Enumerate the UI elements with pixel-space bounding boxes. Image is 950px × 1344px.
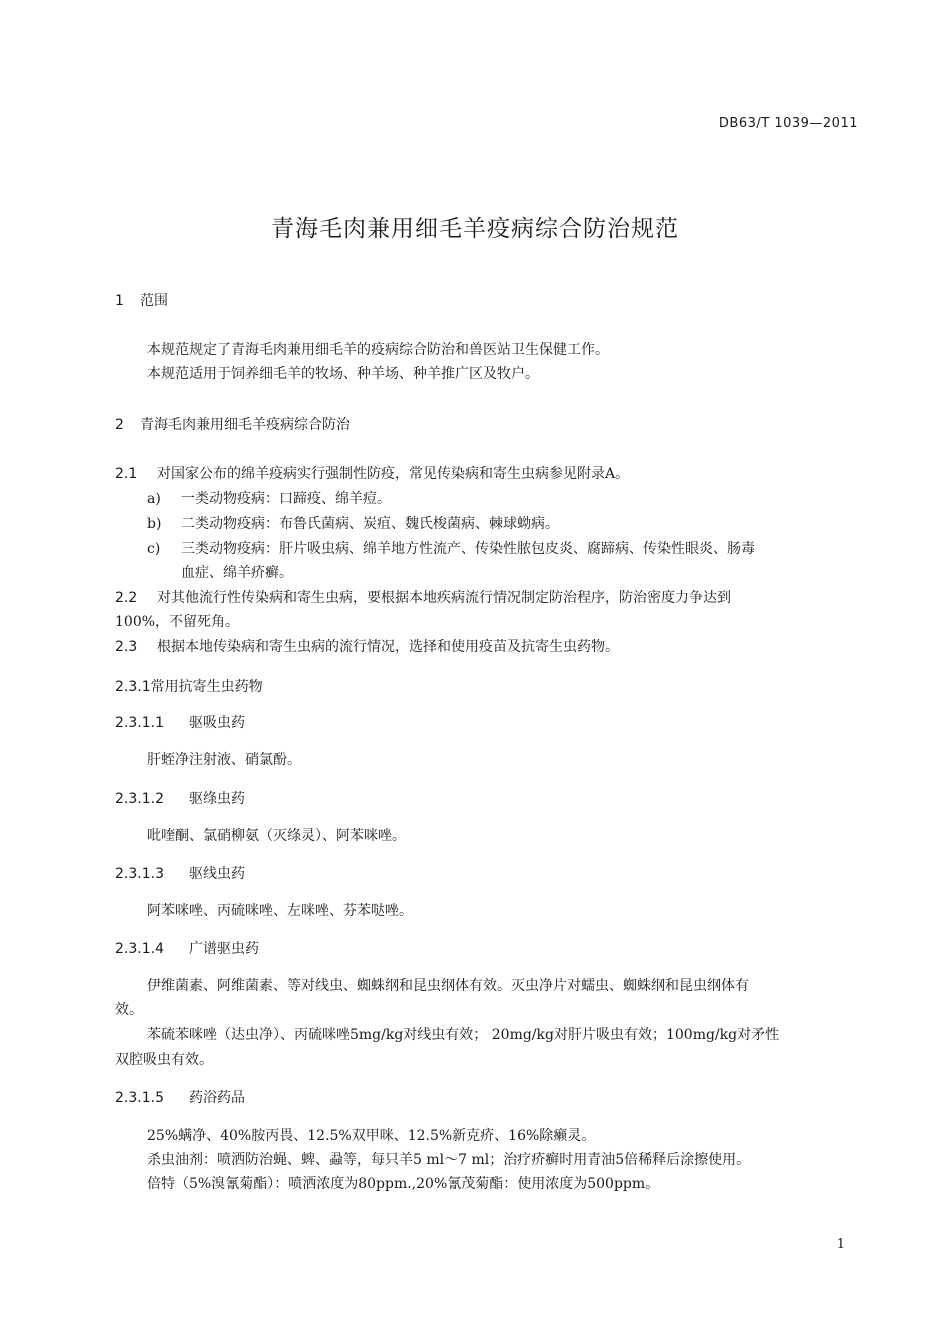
paragraph: 苯硫苯咪唑（达虫净）、丙硫咪唑5mg/kg对线虫有效； 20mg/kg对肝片吸虫有效；100mg/kg对矛性 bbox=[147, 1027, 780, 1043]
list-text-continuation: 血症、绵羊疥癣。 bbox=[181, 565, 293, 581]
subsection-number: 2.3.1.2 bbox=[115, 791, 164, 807]
list-item bbox=[147, 488, 391, 508]
paragraph: 25%螨净、40%胺丙畏、12.5%双甲咪、12.5%新克疥、16%除癞灵。 bbox=[147, 1128, 596, 1144]
list-text: 二类动物疫病：布鲁氏菌病、炭疽、魏氏梭菌病、棘球蚴病。 bbox=[181, 516, 559, 532]
subsection-number: 2.3.1.1 bbox=[115, 715, 164, 731]
list-text: 一类动物疫病：口蹄疫、绵羊痘。 bbox=[181, 491, 391, 507]
paragraph: 本规范适用于饲养细毛羊的牧场、种羊场、种羊推广区及牧户。 bbox=[147, 366, 539, 382]
paragraph: 吡喹酮、氯硝柳氨（灭绦灵）、阿苯咪唑。 bbox=[147, 828, 406, 844]
paragraph-continuation: 双腔吸虫有效。 bbox=[115, 1052, 213, 1068]
list-label: c) bbox=[147, 541, 161, 557]
clause-number: 2.3 bbox=[115, 639, 138, 655]
section-title: 青海毛肉兼用细毛羊疫病综合防治 bbox=[140, 417, 350, 433]
paragraph: 阿苯咪唑、丙硫咪唑、左咪唑、芬苯哒唑。 bbox=[147, 903, 413, 919]
clause-text: 对国家公布的绵羊疫病实行强制性防疫，常见传染病和寄生虫病参见附录A。 bbox=[157, 466, 630, 482]
subsection-title: 广谱驱虫药 bbox=[189, 941, 259, 957]
clause-number: 2.1 bbox=[115, 466, 138, 482]
paragraph: 本规范规定了青海毛肉兼用细毛羊的疫病综合防治和兽医站卫生保健工作。 bbox=[147, 342, 609, 358]
paragraph-continuation: 效。 bbox=[115, 1002, 143, 1018]
section-2-heading bbox=[115, 414, 350, 434]
clause-2-1 bbox=[115, 463, 629, 483]
paragraph: 杀虫油剂：喷洒防治蝇、蜱、蝨等，每只羊5 ml～7 ml；治疗疥癣时用青油5倍稀释后涂擦使用。 bbox=[147, 1152, 751, 1168]
subsection-heading bbox=[115, 788, 245, 808]
subsection-title: 驱吸虫药 bbox=[189, 715, 245, 731]
subsection-number: 2.3.1.5 bbox=[115, 1090, 164, 1106]
subsection-number: 2.3.1 bbox=[115, 679, 151, 695]
subsection-heading bbox=[115, 938, 259, 958]
subsection-heading bbox=[115, 863, 245, 883]
paragraph: 倍特（5%溴氰菊酯）：喷洒浓度为80ppm.,20%氰茂菊酯：使用浓度为500ppm。 bbox=[147, 1176, 660, 1192]
list-item bbox=[147, 538, 755, 558]
list-item bbox=[147, 513, 559, 533]
document-title: 青海毛肉兼用细毛羊疫病综合防治规范 bbox=[271, 216, 679, 242]
section-1-heading bbox=[115, 290, 168, 310]
subsection-heading bbox=[115, 1087, 245, 1107]
page-number: 1 bbox=[836, 1237, 845, 1252]
list-label: a) bbox=[147, 491, 161, 507]
clause-2-3 bbox=[115, 636, 619, 656]
document-code: DB63/T 1039—2011 bbox=[718, 116, 858, 131]
list-text: 三类动物疫病：肝片吸虫病、绵羊地方性流产、传染性脓包皮炎、腐蹄病、传染性眼炎、肠毒 bbox=[181, 541, 755, 557]
clause-text: 对其他流行性传染病和寄生虫病，要根据本地疾病流行情况制定防治程序，防治密度力争达到 bbox=[157, 590, 731, 606]
section-number: 1 bbox=[115, 293, 124, 309]
clause-2-2 bbox=[115, 587, 731, 607]
subsection-title: 驱线虫药 bbox=[189, 866, 245, 882]
subsection-title: 药浴药品 bbox=[189, 1090, 245, 1106]
section-title: 范围 bbox=[140, 293, 168, 309]
clause-text: 根据本地传染病和寄生虫病的流行情况，选择和使用疫苗及抗寄生虫药物。 bbox=[157, 639, 619, 655]
paragraph: 伊维菌素、阿维菌素、等对线虫、蜘蛛纲和昆虫纲体有效。灭虫净片对蠕虫、蜘蛛纲和昆虫纲体有 bbox=[147, 978, 749, 994]
subsection-title: 常用抗寄生虫药物 bbox=[150, 679, 263, 695]
clause-number: 2.2 bbox=[115, 590, 138, 606]
clause-text-continuation: 100%，不留死角。 bbox=[115, 614, 240, 630]
subsection-heading bbox=[115, 712, 245, 732]
list-label: b) bbox=[147, 516, 162, 532]
section-number: 2 bbox=[115, 417, 124, 433]
subsection-title: 驱绦虫药 bbox=[189, 791, 245, 807]
subsection-number: 2.3.1.4 bbox=[115, 941, 164, 957]
subsection-heading bbox=[115, 676, 263, 696]
paragraph: 肝蛭净注射液、硝氯酚。 bbox=[147, 752, 301, 768]
subsection-number: 2.3.1.3 bbox=[115, 866, 164, 882]
